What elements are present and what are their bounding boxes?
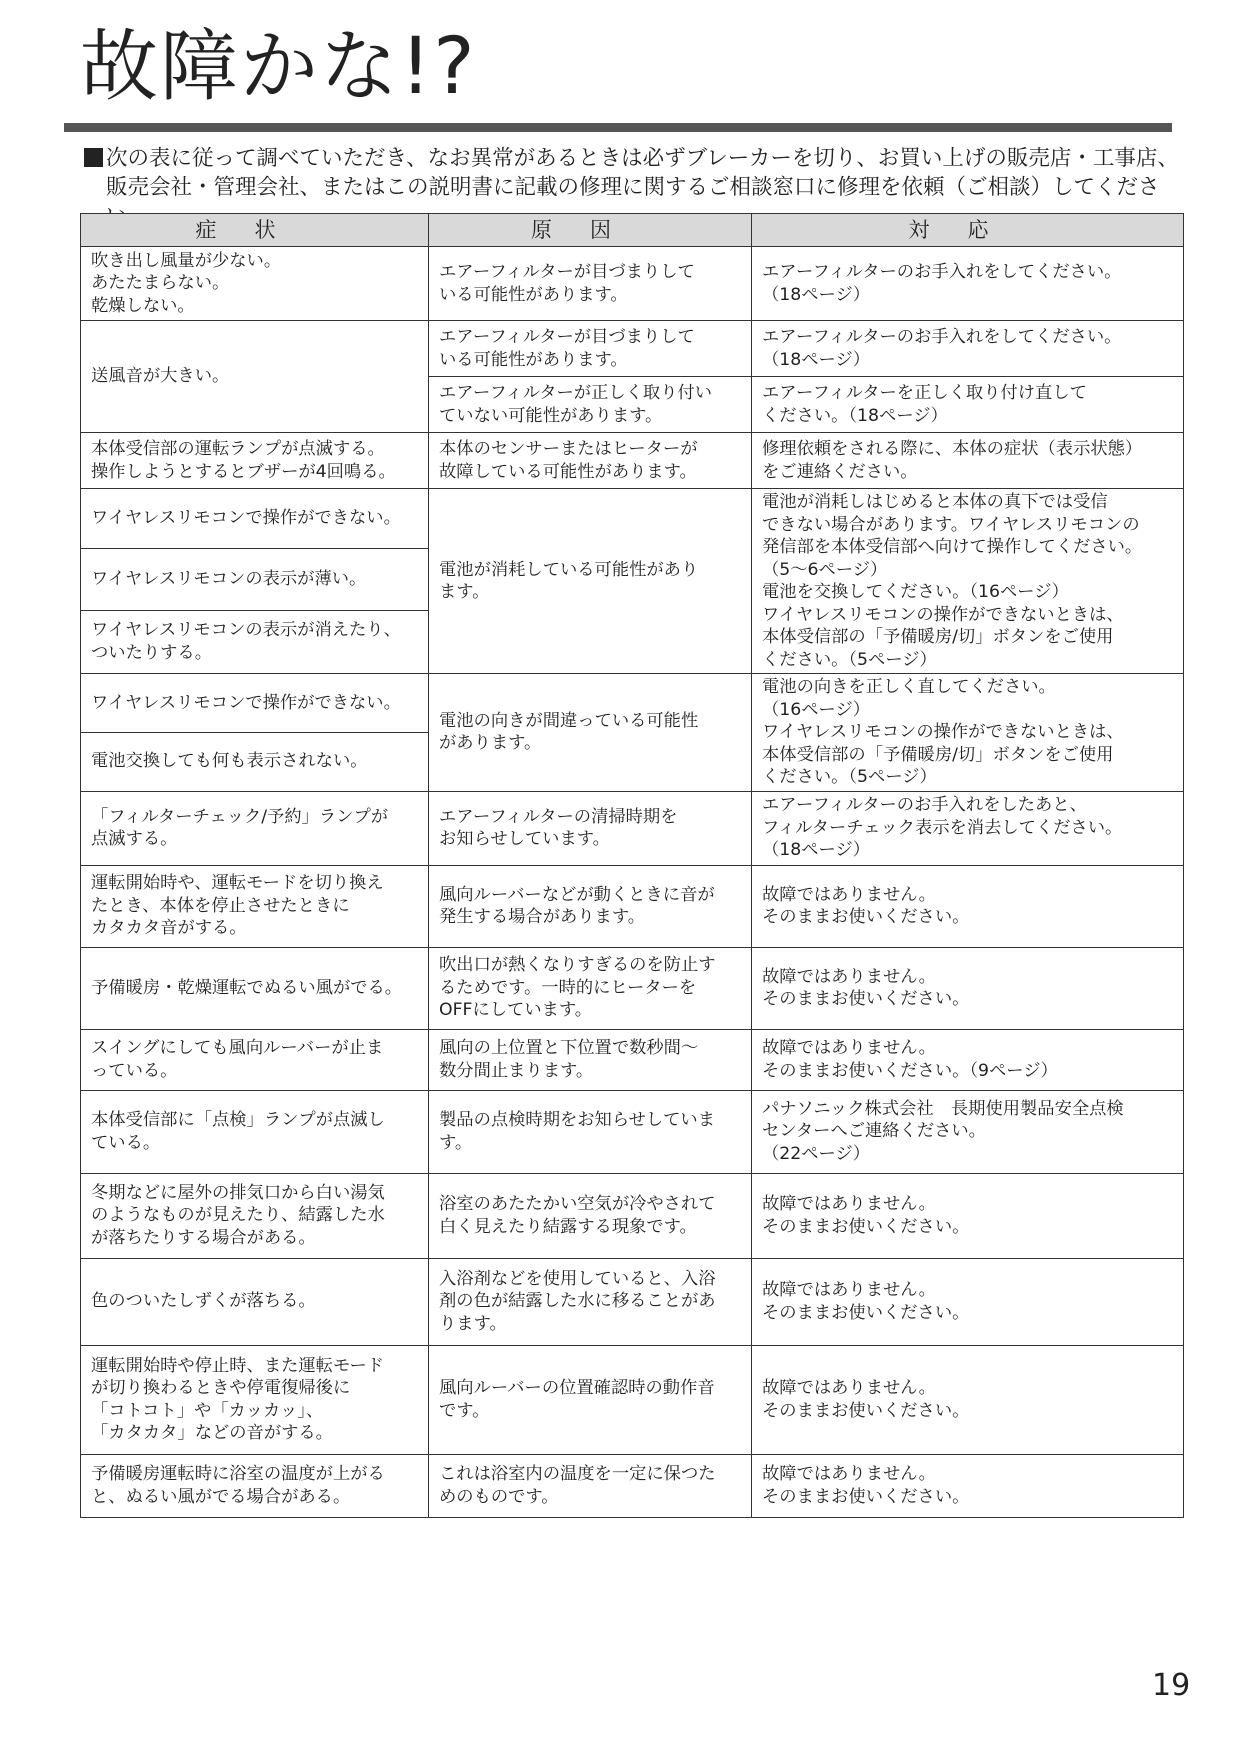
page-title: 故障かな!? [80, 22, 477, 112]
page-number: 19 [1152, 1668, 1191, 1703]
remedy-cell: 故障ではありません。 そのままお使いください。 [752, 947, 1184, 1029]
symptom-cell: 「フィルターチェック/予約」ランプが 点滅する。 [81, 791, 429, 865]
troubleshooting-table [80, 213, 1184, 1518]
symptom-cell: 本体受信部の運転ランプが点滅する。 操作しようとするとブザーが4回鳴る。 [81, 433, 429, 489]
cause-cell: 入浴剤などを使用していると、入浴 剤の色が結露した水に移ることがあ ります。 [429, 1258, 752, 1345]
square-bullet-icon [84, 148, 103, 167]
cause-cell: 風向ルーバーの位置確認時の動作音 です。 [429, 1345, 752, 1454]
table-row [81, 1454, 1184, 1517]
symptom-cell: 予備暖房・乾燥運転でぬるい風がでる。 [81, 947, 429, 1029]
table-row [81, 1345, 1184, 1454]
symptom-cell: 冬期などに屋外の排気口から白い湯気 のようなものが見えたり、結露した水 が落ちたりする場合がある。 [81, 1173, 429, 1258]
cause-cell: 製品の点検時期をお知らせしていま す。 [429, 1090, 752, 1173]
remedy-cell: エアーフィルターのお手入れをしてください。 （18ページ） [752, 321, 1184, 377]
remedy-cell: エアーフィルターを正しく取り付け直して ください。（18ページ） [752, 377, 1184, 433]
symptom-cell: 送風音が大きい。 [81, 321, 429, 433]
remedy-cell: 電池が消耗しはじめると本体の真下では受信 できない場合があります。ワイヤレスリモコンの 発信部を本体受信部へ向けて操作してください。 （5～6ページ） 電池を交換してください。（16ページ） ワイヤレスリモコンの操作ができないときは、 本体受信部の「予備暖房/切」ボタンをご使用 ください。（5ページ） [752, 489, 1184, 674]
remedy-cell: 電池の向きを正しく直してください。 （16ページ） ワイヤレスリモコンの操作ができないときは、 本体受信部の「予備暖房/切」ボタンをご使用 ください。（5ページ） [752, 674, 1184, 792]
intro-line-1-text: 次の表に従って調べていただき、なお異常があるときは必ずブレーカーを切り、お買い上げの販売店・工事店、 [106, 146, 1179, 171]
header-cause: 原因 [429, 214, 752, 247]
table-row [81, 489, 1184, 549]
table-row [81, 1090, 1184, 1173]
table-row [81, 947, 1184, 1029]
symptom-cell: ワイヤレスリモコンで操作ができない。 [81, 489, 429, 549]
remedy-cell: 故障ではありません。 そのままお使いください。 [752, 865, 1184, 947]
remedy-cell: 修理依頼をされる際に、本体の症状（表示状態） をご連絡ください。 [752, 433, 1184, 489]
title-underline [64, 123, 1172, 132]
table-row [81, 865, 1184, 947]
header-symptom: 症状 [81, 214, 429, 247]
symptom-cell: 色のついたしずくが落ちる。 [81, 1258, 429, 1345]
cause-cell: 電池が消耗している可能性があり ます。 [429, 489, 752, 674]
cause-cell: エアーフィルターが目づまりして いる可能性があります。 [429, 247, 752, 321]
symptom-cell: ワイヤレスリモコンの表示が消えたり、 ついたりする。 [81, 610, 429, 673]
symptom-cell: 電池交換しても何も表示されない。 [81, 732, 429, 791]
cause-cell: エアーフィルターが正しく取り付い ていない可能性があります。 [429, 377, 752, 433]
remedy-cell: 故障ではありません。 そのままお使いください。（9ページ） [752, 1029, 1184, 1090]
table-row [81, 433, 1184, 489]
symptom-cell: 本体受信部に「点検」ランプが点滅し ている。 [81, 1090, 429, 1173]
symptom-cell: 運転開始時や停止時、また運転モード が切り換わるときや停電復帰後に 「コトコト」や「カッカッ」、 「カタカタ」などの音がする。 [81, 1345, 429, 1454]
cause-cell: 本体のセンサーまたはヒーターが 故障している可能性があります。 [429, 433, 752, 489]
cause-cell: 風向の上位置と下位置で数秒間～ 数分間止まります。 [429, 1029, 752, 1090]
table-row [81, 321, 1184, 377]
remedy-cell: エアーフィルターのお手入れをしたあと、 フィルターチェック表示を消去してください。 （18ページ） [752, 791, 1184, 865]
table-header-row [81, 214, 1184, 247]
cause-cell: これは浴室内の温度を一定に保つた めのものです。 [429, 1454, 752, 1517]
symptom-cell: ワイヤレスリモコンで操作ができない。 [81, 674, 429, 733]
table-row [81, 674, 1184, 733]
cause-cell: 電池の向きが間違っている可能性 があります。 [429, 674, 752, 792]
table-row [81, 247, 1184, 321]
symptom-cell: スイングにしても風向ルーバーが止ま っている。 [81, 1029, 429, 1090]
cause-cell: 吹出口が熱くなりすぎるのを防止す るためです。一時的にヒーターを OFFにしています。 [429, 947, 752, 1029]
remedy-cell: パナソニック株式会社 長期使用製品安全点検 センターへご連絡ください。 （22ページ） [752, 1090, 1184, 1173]
table-row [81, 1029, 1184, 1090]
header-remedy: 対応 [752, 214, 1184, 247]
intro-line-1 [84, 144, 1194, 173]
table-row [81, 791, 1184, 865]
symptom-cell: 吹き出し風量が少ない。 あたたまらない。 乾燥しない。 [81, 247, 429, 321]
cause-cell: エアーフィルターが目づまりして いる可能性があります。 [429, 321, 752, 377]
remedy-cell: 故障ではありません。 そのままお使いください。 [752, 1345, 1184, 1454]
remedy-cell: 故障ではありません。 そのままお使いください。 [752, 1173, 1184, 1258]
cause-cell: 風向ルーバーなどが動くときに音が 発生する場合があります。 [429, 865, 752, 947]
remedy-cell: エアーフィルターのお手入れをしてください。 （18ページ） [752, 247, 1184, 321]
symptom-cell: 運転開始時や、運転モードを切り換え たとき、本体を停止させたときに カタカタ音がする。 [81, 865, 429, 947]
table-row [81, 1173, 1184, 1258]
cause-cell: エアーフィルターの清掃時期を お知らせしています。 [429, 791, 752, 865]
symptom-cell: ワイヤレスリモコンの表示が薄い。 [81, 549, 429, 610]
symptom-cell: 予備暖房運転時に浴室の温度が上がる と、ぬるい風がでる場合がある。 [81, 1454, 429, 1517]
cause-cell: 浴室のあたたかい空気が冷やされて 白く見えたり結露する現象です。 [429, 1173, 752, 1258]
table-row [81, 1258, 1184, 1345]
intro-line-2: 販売会社・管理会社、またはこの説明書に記載の修理に関するご相談窓口に修理を依頼（ご相談）してくださ [106, 175, 1160, 200]
remedy-cell: 故障ではありません。 そのままお使いください。 [752, 1258, 1184, 1345]
remedy-cell: 故障ではありません。 そのままお使いください。 [752, 1454, 1184, 1517]
